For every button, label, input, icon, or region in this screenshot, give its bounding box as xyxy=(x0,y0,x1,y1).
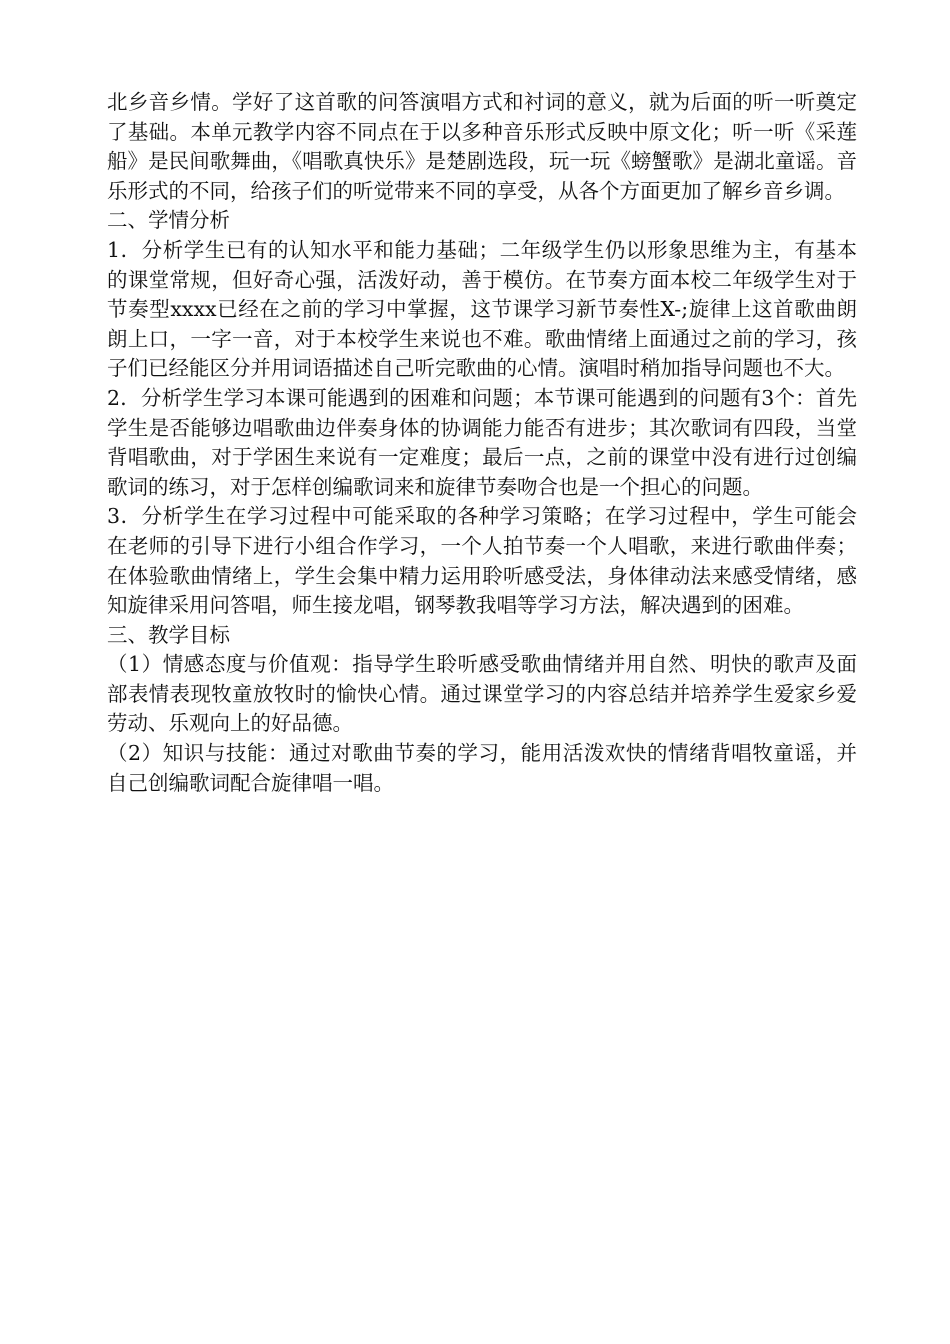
section-heading-learning-analysis: 二、学情分析 xyxy=(107,208,230,233)
goal-item-2: （2）知识与技能：通过对歌曲节奏的学习，能用活泼欢快的情绪背唱牧童谣，并自己创编歌词配合旋律唱一唱。 xyxy=(107,741,857,795)
analysis-item-2: 2．分析学生学习本课可能遇到的困难和问题；本节课可能遇到的问题有3个：首先学生是否能够边唱歌曲边伴奏身体的协调能力能否有进步；其次歌词有四段，当堂背唱歌曲，对于学困生来说有一定难度；最后一点，之前的课堂中没有进行过创编歌词的练习，对于怎样创编歌词来和旋律节奏吻合也是一个担心的问题。 xyxy=(107,385,857,499)
analysis-item-1: 1．分析学生已有的认知水平和能力基础；二年级学生仍以形象思维为主，有基本的课堂常规，但好奇心强，活泼好动，善于模仿。在节奏方面本校二年级学生对于节奏型xxxx已经在之前的学习中掌握，这节课学习新节奏性X-;旋律上这首歌曲朗朗上口，一字一音，对于本校学生来说也不难。歌曲情绪上面通过之前的学习，孩子们已经能区分并用词语描述自己听完歌曲的心情。演唱时稍加指导问题也不大。 xyxy=(107,237,857,381)
intro-paragraph: 北乡音乡情。学好了这首歌的问答演唱方式和衬词的意义，就为后面的听一听奠定了基础。本单元教学内容不同点在于以多种音乐形式反映中原文化；听一听《采莲船》是民间歌舞曲，《唱歌真快乐》是楚剧选段，玩一玩《螃蟹歌》是湖北童谣。音乐形式的不同，给孩子们的听觉带来不同的享受，从各个方面更加了解乡音乡调。 xyxy=(107,90,857,203)
document-page xyxy=(107,88,857,798)
goal-item-1: （1）情感态度与价值观：指导学生聆听感受歌曲情绪并用自然、明快的歌声及面部表情表现牧童放牧时的愉快心情。通过课堂学习的内容总结并培养学生爱家乡爱劳动、乐观向上的好品德。 xyxy=(107,652,857,736)
section-heading-teaching-goals: 三、教学目标 xyxy=(107,622,230,647)
analysis-item-3: 3．分析学生在学习过程中可能采取的各种学习策略；在学习过程中，学生可能会在老师的引导下进行小组合作学习，一个人拍节奏一个人唱歌，来进行歌曲伴奏；在体验歌曲情绪上，学生会集中精力运用聆听感受法，身体律动法来感受情绪，感知旋律采用问答唱，师生接龙唱，钢琴教我唱等学习方法，解决遇到的困难。 xyxy=(107,504,857,618)
